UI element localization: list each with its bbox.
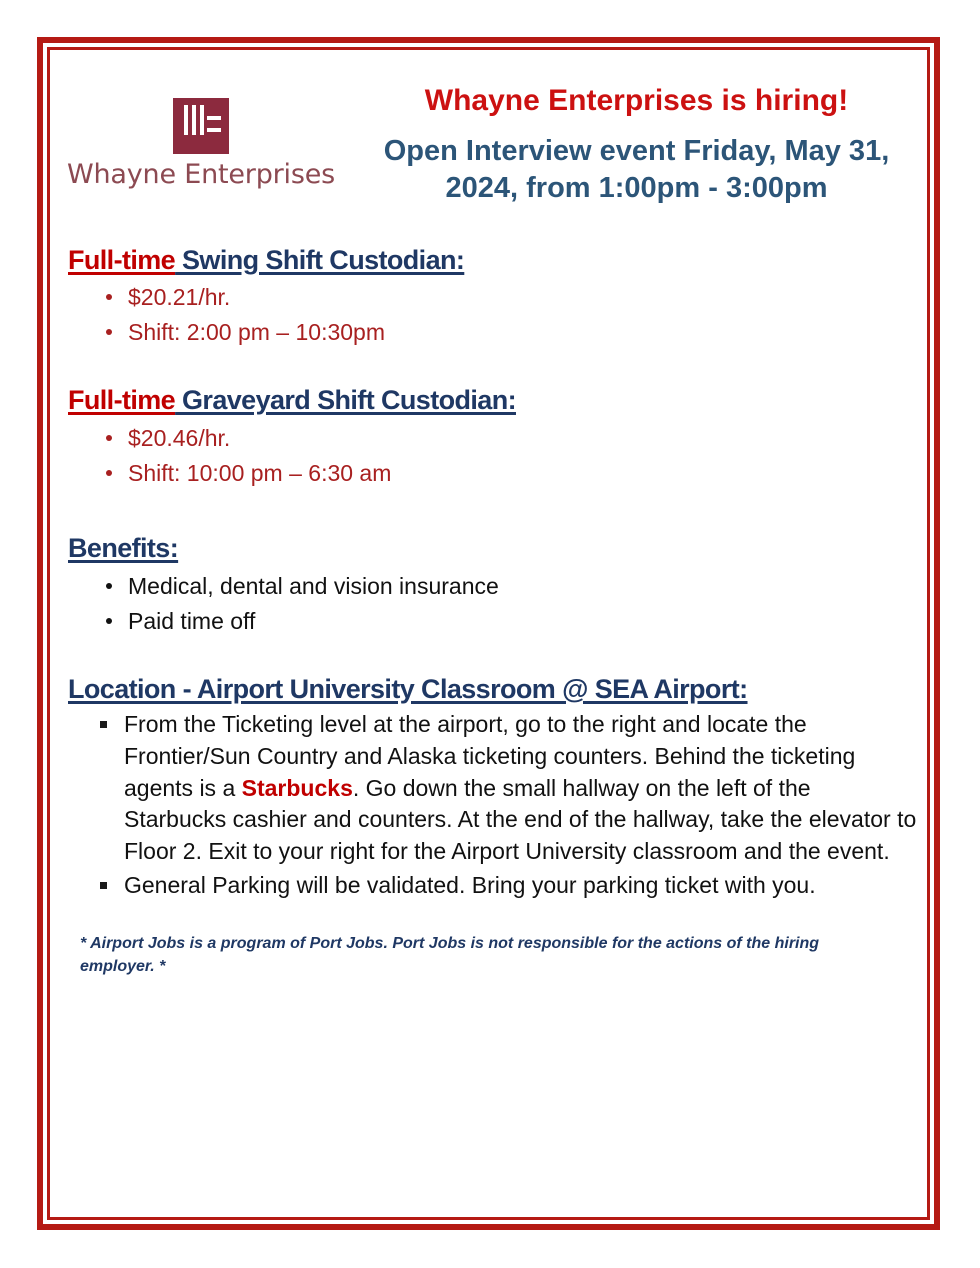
list-item: Shift: 2:00 pm – 10:30pm: [128, 315, 917, 350]
section-heading: [68, 532, 917, 564]
list-item: $20.21/hr.: [128, 280, 917, 315]
section-heading-navy: Swing Shift Custodian:: [175, 244, 465, 275]
spacer: [68, 350, 917, 384]
location-list: [68, 709, 917, 901]
section-list: [68, 421, 917, 491]
section-graveyard-shift: [68, 384, 917, 490]
section-swing-shift: [68, 244, 917, 350]
company-wordmark: Whayne Enterprises: [67, 159, 335, 190]
spacer: [68, 490, 917, 532]
section-list: [68, 569, 917, 639]
location-heading-text: Location - Airport University Classroom @ SEA Airport:: [68, 673, 748, 704]
section-location: [68, 673, 917, 902]
whayne-enterprises-monogram-icon: [173, 98, 229, 154]
flyer-header: [56, 56, 921, 208]
list-item: General Parking will be validated. Bring your parking ticket with you.: [124, 870, 917, 902]
section-benefits: [68, 532, 917, 638]
list-item: Paid time off: [128, 604, 917, 639]
section-heading-red: Full-time: [68, 244, 176, 275]
disclaimer-text: * Airport Jobs is a program of Port Jobs. Port Jobs is not responsible for the actions of the hiring employer. *: [80, 934, 820, 975]
monogram-slot-1: [207, 116, 221, 120]
flyer-subheadline: Open Interview event Friday, May 31, 2024, from 1:00pm - 3:00pm: [383, 134, 890, 205]
directions-text-part1: From the Ticketing level at the airport, go to the right and locate the Frontier/Sun Country and Alaska ticketing counters. Behind the ticketing agents is a: [124, 711, 856, 801]
company-brand: [56, 84, 346, 190]
monogram-slot-2: [207, 128, 221, 132]
starbucks-landmark: Starbucks: [241, 774, 353, 801]
section-heading: [68, 384, 917, 416]
monogram-bar-1: [184, 105, 188, 135]
monogram-bar-3: [200, 105, 204, 135]
section-heading-navy: Benefits:: [68, 533, 179, 564]
section-list: [68, 280, 917, 350]
section-heading: [68, 244, 917, 276]
list-item: Shift: 10:00 pm – 6:30 am: [128, 456, 917, 491]
section-heading-navy: Graveyard Shift Custodian:: [175, 385, 516, 416]
location-heading: [68, 673, 917, 705]
directions-text-part2: . Go down the small hallway on the left of the Starbucks cashier and counters. At the end of the hallway, take the elevator to Floor 2. Exit to your right for the Airport University classroom and the event.: [124, 774, 917, 865]
flyer-body: [56, 208, 921, 978]
list-item: Medical, dental and vision insurance: [128, 569, 917, 604]
list-item: $20.46/hr.: [128, 421, 917, 456]
flyer-content: [56, 56, 921, 1211]
section-heading-red: Full-time: [68, 385, 176, 416]
list-item: [124, 709, 917, 868]
flyer-headline: Whayne Enterprises is hiring!: [424, 84, 849, 117]
headline-block: [346, 84, 921, 208]
monogram-bar-2: [192, 105, 196, 135]
spacer: [68, 639, 917, 673]
